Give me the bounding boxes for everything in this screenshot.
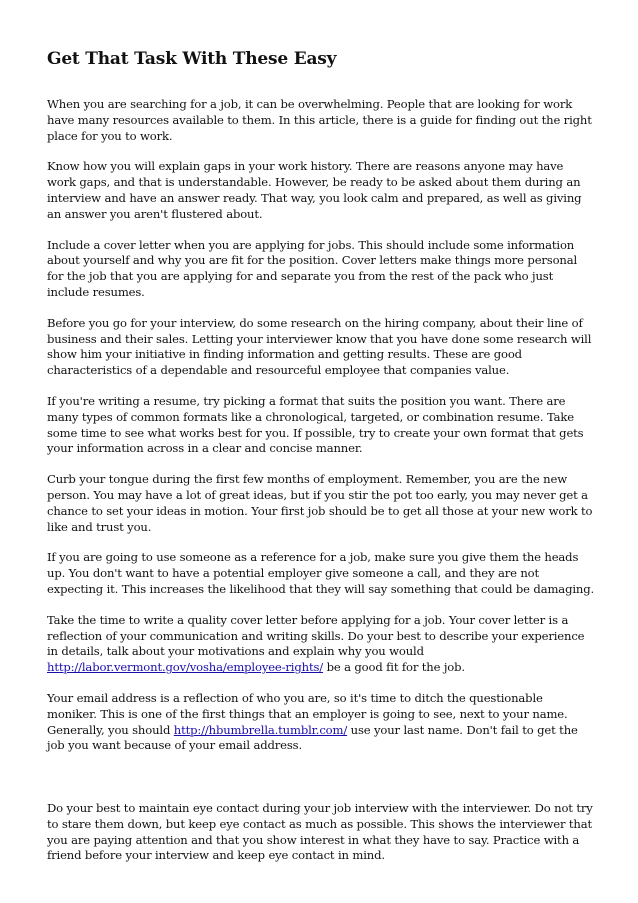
paragraph-quality-cover-letter — [47, 613, 595, 676]
paragraph-text: use your last name. Don't fail to get the job you want because of your email address. — [47, 722, 578, 753]
hbumbrella-link[interactable]: http://hbumbrella.tumblr.com/ — [173, 722, 348, 737]
paragraph-resume-format: If you're writing a resume, try picking a format that suits the position you want. There are many types of common formats like a chronological, targeted, or combination resume. Take some time to see what works best for you. If possible, try to create your own format that gets your information across in a clear and concise manner. — [47, 393, 584, 456]
paragraph-text: Take the time to write a quality cover letter before applying for a job. Your cover letter is a reflection of your communication and writing skills. Do your best to describe your experience in details, talk about your motivations and explain why you would — [47, 612, 585, 659]
paragraph-eye-contact: Do your best to maintain eye contact during your job interview with the interviewer. Do not try to stare them down, but keep eye contact as much as possible. This shows the interviewer that you are paying attention and that you show interest in what they have to say. Practice with a friend before your interview and keep eye contact in mind. — [47, 801, 593, 863]
paragraph-text: be a good fit for the job. — [323, 660, 465, 675]
document-page — [47, 48, 595, 879]
paragraph-work-gaps: Know how you will explain gaps in your work history. There are reasons anyone may have work gaps, and that is understandable. However, be ready to be asked about them during an interview and have an answer ready. That way, you look calm and prepared, as well as giving an answer you aren't flustered about. — [47, 159, 582, 221]
paragraph-curb-tongue: Curb your tongue during the first few months of employment. Remember, you are the new person. You may have a lot of great ideas, but if you stir the pot too early, you may never get a chance to set your ideas in motion. Your first job should be to get all those at your new work to like and trust you. — [47, 472, 593, 534]
page-title: Get That Task With These Easy — [47, 49, 337, 69]
paragraph-text: Your email address is a reflection of who you are, so it's time to ditch the questionable moniker. This is one of the first things that an employer is going to see, next to your name. Generally, you should — [47, 690, 568, 737]
paragraph-intro: When you are searching for a job, it can be overwhelming. People that are looking for work have many resources available to them. In this article, there is a guide for finding out the right place for you to work. — [47, 97, 592, 143]
paragraph-cover-letter: Include a cover letter when you are applying for jobs. This should include some information about yourself and why you are fit for the position. Cover letters make things more personal for the job that you are applying for and separate you from the rest of the pack who just include resumes. — [47, 237, 578, 299]
paragraph-research: Before you go for your interview, do some research on the hiring company, about their line of business and their sales. Letting your interviewer know that you have done some research will show him your initiative in finding information and getting results. These are good characteristics of a dependable and resourceful employee that companies value. — [47, 315, 592, 378]
paragraph-email-address — [47, 691, 595, 754]
vermont-labor-link[interactable]: http://labor.vermont.gov/vosha/employee-rights/ — [47, 660, 324, 675]
paragraph-references: If you are going to use someone as a reference for a job, make sure you give them the heads up. You don't want to have a potential employer give someone a call, and they are not expecting it. This increases the likelihood that they will say something that could be damaging. — [47, 550, 595, 596]
